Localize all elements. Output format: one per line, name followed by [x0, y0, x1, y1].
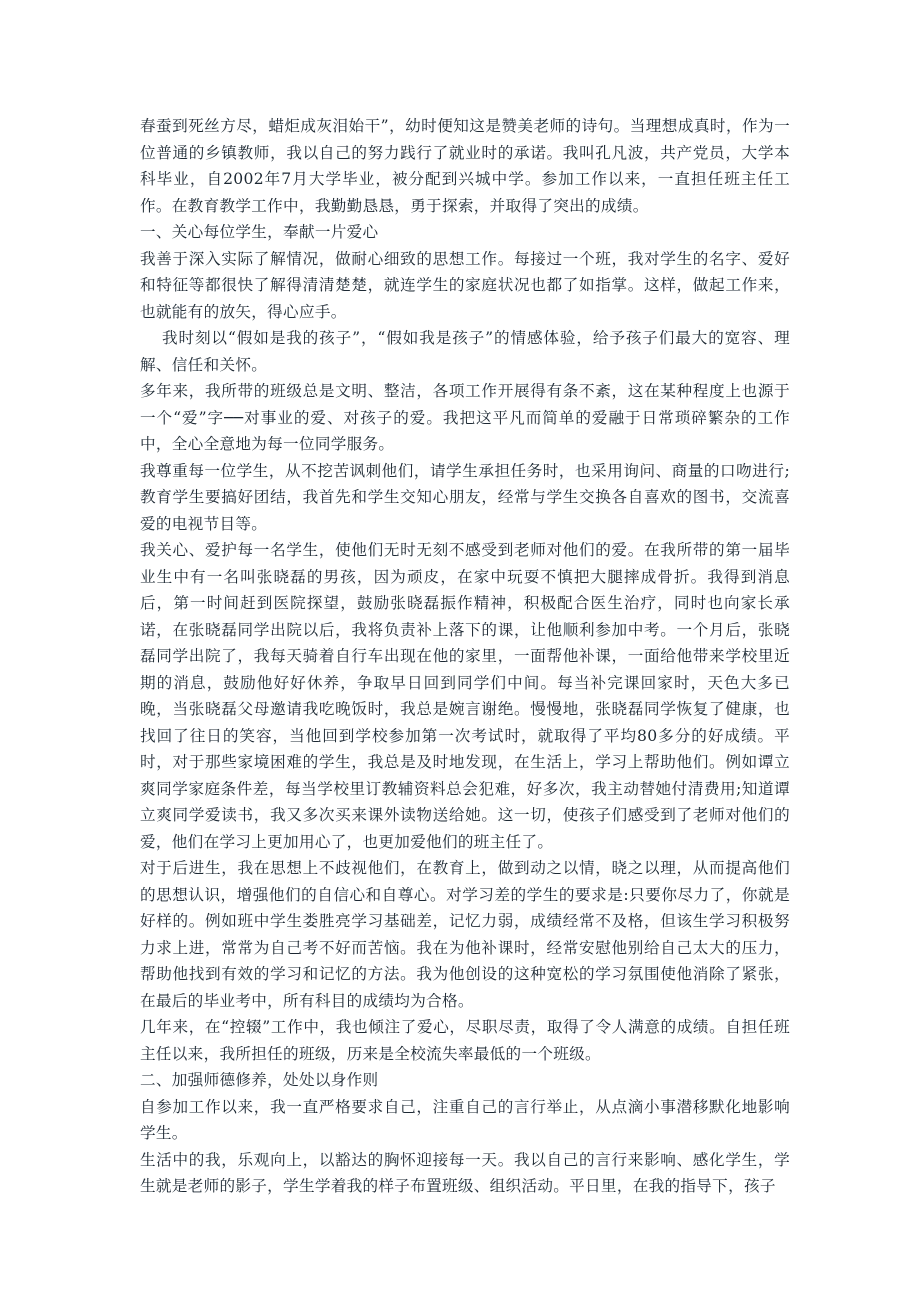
body-paragraph: 几年来，在“控辍”工作中，我也倾注了爱心，尽职尽责，取得了令人满意的成绩。自担任班主任以来，我所担任的班级，历来是全校流失率最低的一个班级。	[140, 1018, 790, 1063]
body-paragraph: 我善于深入实际了解情况，做耐心细致的思想工作。每接过一个班，我对学生的名字、爱好和特征等都很快了解得清清楚楚，就连学生的家庭状况也都了如指掌。这样，做起工作来，也就能有的放矢，得心应手。	[140, 249, 790, 321]
section-heading-2: 二、加强师德修养，处处以身作则	[140, 1071, 379, 1089]
document-page	[140, 113, 790, 1200]
body-paragraph: 自参加工作以来，我一直严格要求自己，注重自己的言行举止，从点滴小事潜移默化地影响学生。	[140, 1097, 790, 1142]
body-paragraph: 我尊重每一位学生，从不挖苦讽刺他们，请学生承担任务时，也采用询问、商量的口吻进行;教育学生要搞好团结，我首先和学生交知心朋友，经常与学生交换各自喜欢的图书，交流喜爱的电视节目等。	[140, 461, 790, 533]
intro-paragraph: 春蚕到死丝方尽，蜡炬成灰泪始干”，幼时便知这是赞美老师的诗句。当理想成真时，作为一位普通的乡镇教师，我以自己的努力践行了就业时的承诺。我叫孔凡波，共产党员，大学本科毕业，自2002年7月大学毕业，被分配到兴城中学。参加工作以来，一直担任班主任工作。在教育教学工作中，我勤勤恳恳，勇于探索，并取得了突出的成绩。	[140, 117, 790, 215]
body-paragraph: 生活中的我，乐观向上，以豁达的胸怀迎接每一天。我以自己的言行来影响、感化学生，学生就是老师的影子，学生学着我的样子布置班级、组织活动。平日里，在我的指导下，孩子	[140, 1150, 790, 1195]
body-paragraph: 对于后进生，我在思想上不歧视他们，在教育上，做到动之以情，晓之以理，从而提高他们的思想认识，增强他们的自信心和自尊心。对学习差的学生的要求是:只要你尽力了，你就是好样的。例如班中学生娄胜亮学习基础差，记忆力弱，成绩经常不及格，但该生学习积极努力求上进，常常为自己考不好而苦恼。我在为他补课时，经常安慰他别给自己太大的压力，帮助他找到有效的学习和记忆的方法。我为他创设的这种宽松的学习氛围使他消除了紧张，在最后的毕业考中，所有科目的成绩均为合格。	[140, 859, 790, 1010]
section-heading-1: 一、关心每位学生，奉献一片爱心	[140, 223, 379, 241]
body-paragraph-indented: 我时刻以“假如是我的孩子”，“假如我是孩子”的情感体验，给予孩子们最大的宽容、理解、信任和关怀。	[140, 329, 790, 374]
body-paragraph: 多年来，我所带的班级总是文明、整洁，各项工作开展得有条不紊，这在某种程度上也源于一个“爱”字──对事业的爱、对孩子的爱。我把这平凡而简单的爱融于日常琐碎繁杂的工作中，全心全意地为每一位同学服务。	[140, 382, 790, 453]
body-paragraph: 我关心、爱护每一名学生，使他们无时无刻不感受到老师对他们的爱。在我所带的第一届毕业生中有一名叫张晓磊的男孩，因为顽皮，在家中玩耍不慎把大腿摔成骨折。我得到消息后，第一时间赶到医院探望，鼓励张晓磊振作精神，积极配合医生治疗，同时也向家长承诺，在张晓磊同学出院以后，我将负责补上落下的课，让他顺利参加中考。一个月后，张晓磊同学出院了，我每天骑着自行车出现在他的家里，一面帮他补课，一面给他带来学校里近期的消息，鼓励他好好休养，争取早日回到同学们中间。每当补完课回家时，天色大多已晚，当张晓磊父母邀请我吃晚饭时，我总是婉言谢绝。慢慢地，张晓磊同学恢复了健康，也找回了往日的笑容，当他回到学校参加第一次考试时，就取得了平均80多分的好成绩。平时，对于那些家境困难的学生，我总是及时地发现，在生活上，学习上帮助他们。例如谭立爽同学家庭条件差，每当学校里订教辅资料总会犯难，好多次，我主动替她付清费用;知道谭立爽同学爱读书，我又多次买来课外读物送给她。这一切，使孩子们感受到了老师对他们的爱，他们在学习上更加用心了，也更加爱他们的班主任了。	[140, 541, 790, 851]
